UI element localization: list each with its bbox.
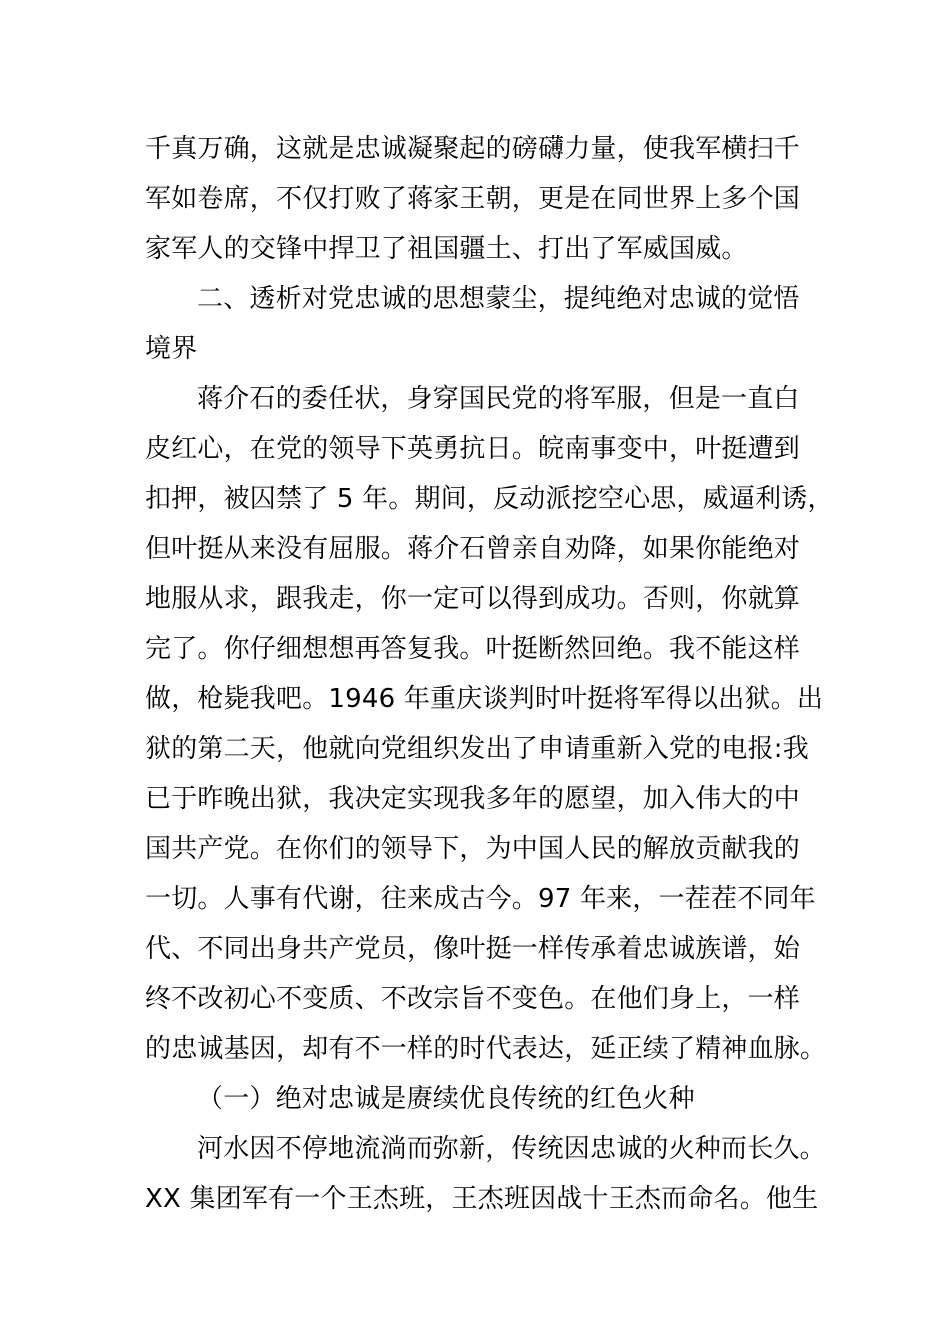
paragraph-start: 河水因不停地流淌而弥新，传统因忠诚的火种而长久。 bbox=[197, 1134, 826, 1164]
text-line: 狱的第二天，他就向党组织发出了申请重新入党的电报:我 bbox=[145, 734, 809, 764]
text-line: XX 集团军有一个王杰班，王杰班因战十王杰而命名。他生 bbox=[145, 1184, 819, 1214]
text-line: 军如卷席，不仅打败了蒋家王朝，更是在同世界上多个国 bbox=[145, 184, 801, 214]
text-line: 家军人的交锋中捍卫了祖国疆土、打出了军威国威。 bbox=[145, 234, 748, 264]
text-line: 一切。人事有代谢，往来成古今。97 年来，一茬茬不同年 bbox=[145, 884, 816, 914]
text-line: 代、不同出身共产党员，像叶挺一样传承着忠诚族谱，始 bbox=[145, 934, 801, 964]
text-line: 的忠诚基因，却有不一样的时代表达，延正续了精神血脉。 bbox=[145, 1034, 827, 1064]
text-line: 皮红心，在党的领导下英勇抗日。皖南事变中，叶挺遭到 bbox=[145, 434, 801, 464]
text-line: 国共产党。在你们的领导下，为中国人民的解放贡献我的 bbox=[145, 834, 801, 864]
paragraph-start: 蒋介石的委任状，身穿国民党的将军服，但是一直白 bbox=[197, 384, 800, 414]
text-line: 地服从求，跟我走，你一定可以得到成功。否则，你就算 bbox=[145, 584, 801, 614]
text-line: 但叶挺从来没有屈服。蒋介石曾亲自劝降，如果你能绝对 bbox=[145, 534, 801, 564]
text-line: 终不改初心不变质、不改宗旨不变色。在他们身上，一样 bbox=[145, 984, 801, 1014]
section-heading-continued: 境界 bbox=[145, 334, 198, 364]
subsection-heading: （一）绝对忠诚是赓续优良传统的红色火种 bbox=[197, 1084, 695, 1114]
section-heading: 二、透析对党忠诚的思想蒙尘，提纯绝对忠诚的觉悟 bbox=[197, 284, 800, 314]
text-line: 做，枪毙我吧。1946 年重庆谈判时叶挺将军得以出狱。出 bbox=[145, 684, 824, 714]
text-line: 千真万确，这就是忠诚凝聚起的磅礴力量，使我军横扫千 bbox=[145, 134, 801, 164]
text-line: 完了。你仔细想想再答复我。叶挺断然回绝。我不能这样 bbox=[145, 634, 801, 664]
text-line: 已于昨晚出狱，我决定实现我多年的愿望，加入伟大的中 bbox=[145, 784, 801, 814]
text-line: 扣押，被囚禁了 5 年。期间，反动派挖空心思，威逼利诱， bbox=[145, 484, 834, 514]
